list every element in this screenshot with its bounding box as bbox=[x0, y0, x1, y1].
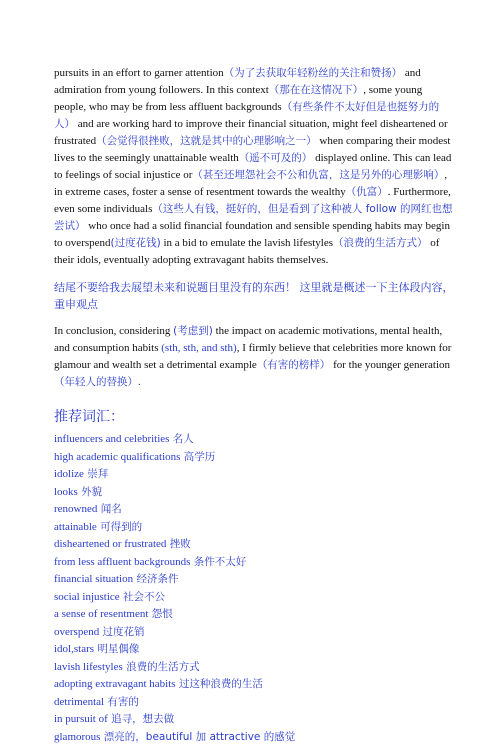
chinese-annotation: （为了去获取年轻粉丝的关注和赞扬） bbox=[224, 67, 403, 79]
vocab-item bbox=[54, 536, 454, 554]
chinese-annotation: （年轻人的替换） bbox=[54, 376, 138, 388]
vocab-item bbox=[54, 484, 454, 502]
vocab-chinese: 明星偶像 bbox=[94, 643, 139, 655]
vocab-chinese: 怨恨 bbox=[148, 608, 172, 620]
vocab-chinese: 条件不太好 bbox=[190, 556, 246, 568]
chinese-annotation: （甚至还埋怨社会不公和仇富，这是另外的心理影响） bbox=[192, 169, 444, 181]
vocab-item bbox=[54, 624, 454, 642]
essay-text-segment: . Furthermore, even some individuals bbox=[54, 186, 451, 215]
vocab-english: financial situation bbox=[54, 573, 133, 585]
vocab-item bbox=[54, 431, 454, 449]
vocab-item bbox=[54, 606, 454, 624]
chinese-annotation: （这些人有钱，挺好的，但是看到了这种被人 follow 的网红也想尝试） bbox=[54, 203, 453, 232]
chinese-annotation: (考虑到) bbox=[173, 325, 213, 337]
vocab-item bbox=[54, 449, 454, 467]
vocab-english: adopting extravagant habits bbox=[54, 678, 176, 690]
vocab-chinese: 名人 bbox=[169, 433, 193, 445]
vocab-chinese: 高学历 bbox=[180, 451, 215, 463]
vocab-item bbox=[54, 571, 454, 589]
essay-text-segment: pursuits in an effort to garner attention bbox=[54, 67, 224, 79]
essay-text-segment: when comparing their modest lives to the seemingly unattainable wealth bbox=[54, 135, 450, 164]
essay-text-segment: , in extreme cases, foster a sense of resentment towards the wealthy bbox=[54, 169, 447, 198]
vocab-item bbox=[54, 694, 454, 712]
vocab-english: renowned bbox=[54, 503, 97, 515]
essay-paragraph-conclusion bbox=[54, 323, 454, 391]
essay-text-segment: In conclusion, considering bbox=[54, 325, 173, 337]
vocab-item bbox=[54, 676, 454, 694]
vocab-english: detrimental bbox=[54, 696, 104, 708]
vocab-english: a sense of resentment bbox=[54, 608, 148, 620]
vocab-chinese: 外貌 bbox=[78, 486, 102, 498]
vocab-chinese: 挫败 bbox=[166, 538, 190, 550]
vocab-chinese: 闻名 bbox=[97, 503, 121, 515]
vocab-english: from less affluent backgrounds bbox=[54, 556, 190, 568]
essay-text-segment: , I firmly believe that celebrities more known for glamour and wealth set a detrimental example bbox=[54, 342, 451, 371]
vocab-item bbox=[54, 519, 454, 537]
essay-text-segment: , some young people, who may be from less affluent backgrounds bbox=[54, 84, 422, 113]
vocab-english: overspend bbox=[54, 626, 99, 638]
vocab-english: attainable bbox=[54, 521, 97, 533]
vocab-chinese: 过这种浪费的生活 bbox=[176, 678, 263, 690]
essay-text-segment: and are working hard to improve their financial situation, might feel disheartened or frustrated bbox=[54, 118, 448, 147]
chinese-annotation: （仇富） bbox=[346, 186, 388, 198]
essay-paragraph-body bbox=[54, 65, 454, 269]
vocab-english: influencers and celebrities bbox=[54, 433, 169, 445]
vocab-english: looks bbox=[54, 486, 78, 498]
essay-text-segment: and admiration from young followers. In this context bbox=[54, 67, 421, 96]
essay-text-segment: displayed online. This can lead to feelings of social injustice or bbox=[54, 152, 451, 181]
vocab-chinese: 追寻，想去做 bbox=[108, 713, 174, 725]
vocab-chinese: 浪费的生活方式 bbox=[123, 661, 200, 673]
document-body bbox=[54, 65, 454, 746]
vocab-english: in pursuit of bbox=[54, 713, 108, 725]
vocab-chinese: 可得到的 bbox=[97, 521, 142, 533]
essay-text-segment: the impact on academic motivations, mental health, and consumption habits bbox=[54, 325, 442, 354]
essay-text-segment: for the younger generation bbox=[330, 359, 450, 371]
vocab-item bbox=[54, 501, 454, 519]
vocab-list bbox=[54, 431, 454, 746]
chinese-annotation: . bbox=[138, 376, 141, 388]
vocab-chinese: 社会不公 bbox=[120, 591, 165, 603]
chinese-annotation: （有些条件不太好但是也挺努力的人） bbox=[54, 101, 439, 130]
essay-text-segment: who once had a solid financial foundation and sensible spending habits may begin to overspend bbox=[54, 220, 450, 249]
vocab-item bbox=[54, 589, 454, 607]
vocab-chinese: 经济条件 bbox=[133, 573, 178, 585]
chinese-annotation: (sth, sth, and sth) bbox=[161, 342, 236, 354]
vocab-chinese: 崇拜 bbox=[84, 468, 108, 480]
vocab-english: glamorous bbox=[54, 731, 100, 743]
vocab-heading: 推荐词汇： bbox=[54, 407, 454, 427]
chinese-annotation: （浪费的生活方式） bbox=[333, 237, 428, 249]
vocab-chinese: 漂亮的，beautiful 加 attractive 的感觉 bbox=[100, 731, 295, 743]
vocab-chinese: 有害的 bbox=[104, 696, 139, 708]
vocab-item bbox=[54, 641, 454, 659]
vocab-english: social injustice bbox=[54, 591, 120, 603]
essay-text-segment: in a bid to emulate the lavish lifestyles bbox=[161, 237, 333, 249]
chinese-annotation: （那在在这情况下） bbox=[269, 84, 364, 96]
chinese-annotation: (过度花钱) bbox=[111, 237, 161, 249]
vocab-english: idolize bbox=[54, 468, 84, 480]
teacher-note: 结尾不要给我去展望未来和说题目里没有的东西！ 这里就是概述一下主体段内容，重申观点 bbox=[54, 279, 454, 313]
vocab-item bbox=[54, 554, 454, 572]
vocab-item bbox=[54, 729, 454, 746]
vocab-chinese: 过度花销 bbox=[99, 626, 144, 638]
vocab-english: lavish lifestyles bbox=[54, 661, 123, 673]
vocab-english: high academic qualifications bbox=[54, 451, 180, 463]
vocab-item bbox=[54, 711, 454, 729]
chinese-annotation: （有害的榜样） bbox=[257, 359, 331, 371]
vocab-english: idol,stars bbox=[54, 643, 94, 655]
chinese-annotation: （遥不可及的） bbox=[239, 152, 313, 164]
vocab-english: disheartened or frustrated bbox=[54, 538, 166, 550]
essay-text-segment: of their idols, eventually adopting extravagant habits themselves. bbox=[54, 237, 439, 266]
vocab-item bbox=[54, 466, 454, 484]
chinese-annotation: （会觉得很挫败，这就是其中的心理影响之一） bbox=[96, 135, 317, 147]
vocab-item bbox=[54, 659, 454, 677]
